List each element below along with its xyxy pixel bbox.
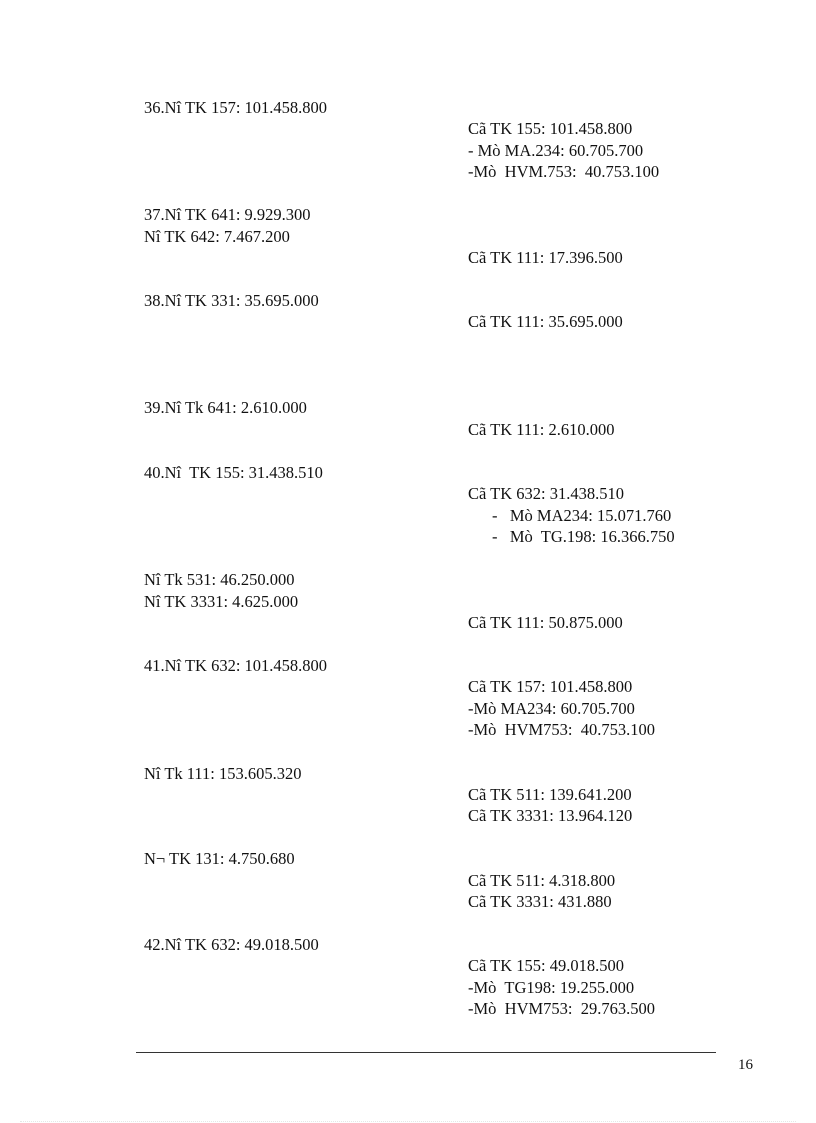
detail-line: - Mò MA.234: 60.705.700 <box>468 141 644 160</box>
debit-line: 37.Nî TK 641: 9.929.300 <box>144 205 311 224</box>
credit-line: Cã TK 111: 17.396.500 <box>468 248 623 267</box>
debit-line: 42.Nî TK 632: 49.018.500 <box>144 935 319 954</box>
debit-line: Nî TK 642: 7.467.200 <box>144 227 290 246</box>
debit-line: N¬ TK 131: 4.750.680 <box>144 849 295 868</box>
credit-line: Cã TK 511: 139.641.200 <box>468 785 632 804</box>
detail-line: -Mò MA234: 60.705.700 <box>468 699 635 718</box>
credit-line: Cã TK 155: 49.018.500 <box>468 956 624 975</box>
page-number: 16 <box>738 1057 753 1073</box>
debit-line: 39.Nî Tk 641: 2.610.000 <box>144 398 307 417</box>
credit-line: Cã TK 111: 35.695.000 <box>468 312 623 331</box>
detail-line: -Mò TG198: 19.255.000 <box>468 978 635 997</box>
footer-rule <box>136 1052 716 1053</box>
detail-line: -Mò HVM753: 40.753.100 <box>468 720 656 739</box>
credit-line: Cã TK 3331: 431.880 <box>468 892 612 911</box>
detail-line: -Mò HVM753: 29.763.500 <box>468 999 656 1018</box>
detail-line: - Mò MA234: 15.071.760 <box>492 506 672 525</box>
detail-line: - Mò TG.198: 16.366.750 <box>492 527 675 546</box>
debit-line: Nî Tk 111: 153.605.320 <box>144 764 302 783</box>
page-edge-divider <box>20 1121 796 1122</box>
detail-line: -Mò HVM.753: 40.753.100 <box>468 162 660 181</box>
credit-line: Cã TK 111: 2.610.000 <box>468 420 615 439</box>
credit-line: Cã TK 157: 101.458.800 <box>468 677 633 696</box>
credit-line: Cã TK 511: 4.318.800 <box>468 871 616 890</box>
debit-line: Nî Tk 531: 46.250.000 <box>144 570 295 589</box>
credit-line: Cã TK 632: 31.438.510 <box>468 484 624 503</box>
debit-line: 40.Nî TK 155: 31.438.510 <box>144 463 323 482</box>
credit-line: Cã TK 155: 101.458.800 <box>468 119 633 138</box>
debit-line: 38.Nî TK 331: 35.695.000 <box>144 291 319 310</box>
debit-line: 36.Nî TK 157: 101.458.800 <box>144 98 328 117</box>
debit-line: Nî TK 3331: 4.625.000 <box>144 592 299 611</box>
credit-line: Cã TK 3331: 13.964.120 <box>468 806 633 825</box>
credit-line: Cã TK 111: 50.875.000 <box>468 613 623 632</box>
debit-line: 41.Nî TK 632: 101.458.800 <box>144 656 328 675</box>
